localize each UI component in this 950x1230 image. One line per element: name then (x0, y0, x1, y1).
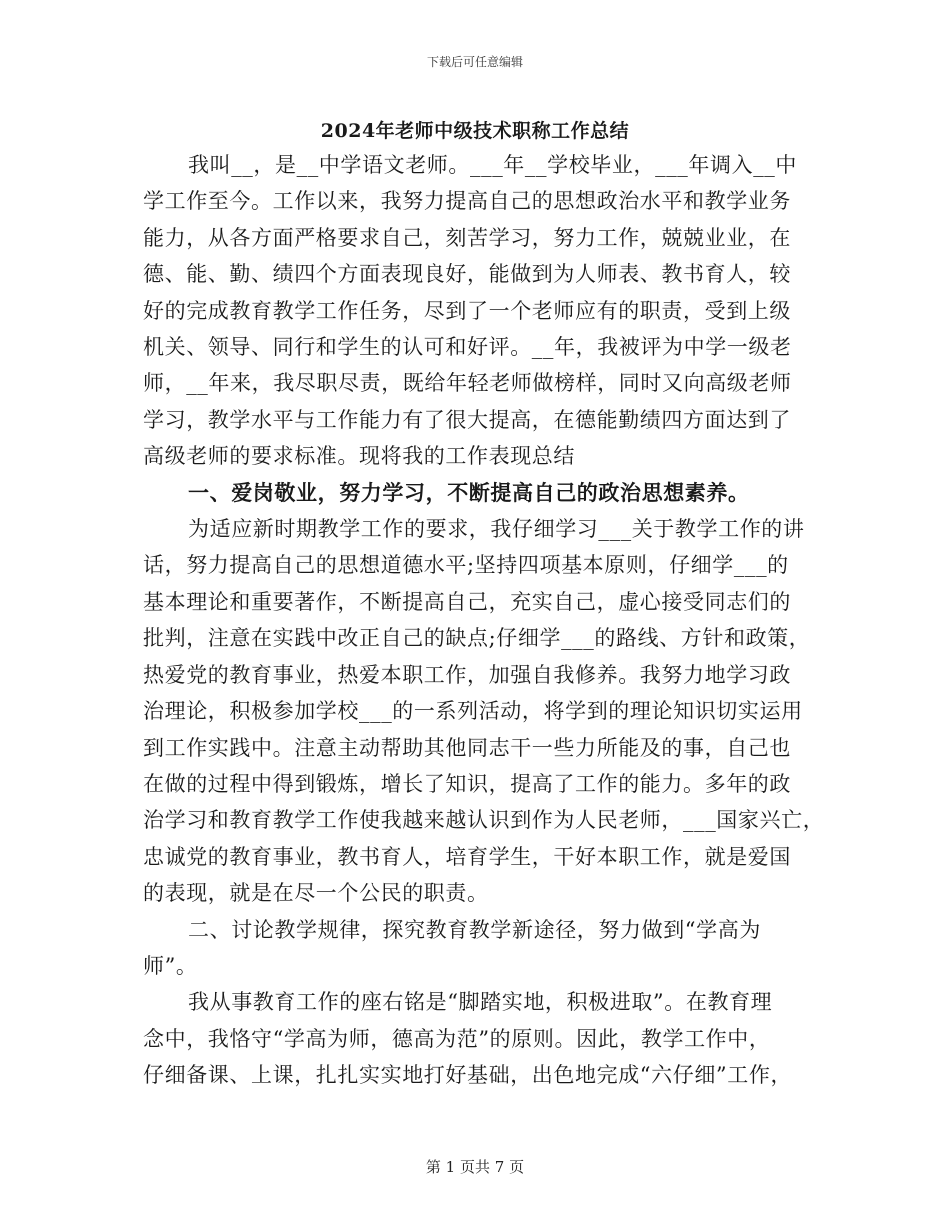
text-line: 好的完成教育教学工作任务，尽到了一个老师应有的职责，受到上级 (143, 298, 791, 323)
text-line: 基本理论和重要著作，不断提高自己，充实自己，虚心接受同志们的 (143, 589, 791, 614)
text-line: 治学习和教育教学工作使我越来越认识到作为人民老师，___国家兴亡， (143, 808, 825, 833)
text-line: 高级老师的要求标准。现将我的工作表现总结 (143, 444, 575, 469)
text-line: 机关、领导、同行和学生的认可和好评。__年，我被评为中学一级老 (143, 335, 792, 360)
paragraph-intro (143, 147, 811, 475)
text-line: 我从事教育工作的座右铭是“脚踏实地，积极进取”。在教育理 (188, 990, 773, 1015)
text-line: 学工作至今。工作以来，我努力提高自己的思想政治水平和教学业务 (143, 189, 791, 214)
text-line: 为适应新时期教学工作的要求，我仔细学习___关于教学工作的讲 (188, 517, 805, 542)
document-body (143, 147, 825, 1094)
section-heading-2 (143, 912, 811, 985)
text-line: 到工作实践中。注意主动帮助其他同志干一些力所能及的事，自己也 (143, 735, 791, 760)
heading-line: 一、爱岗敬业，努力学习，不断提高自己的政治思想素养。 (188, 479, 750, 505)
text-line: 热爱党的教育事业，热爱本职工作，加强自我修养。我努力地学习政 (143, 662, 791, 687)
text-line: 我叫__，是__中学语文老师。___年__学校毕业，___年调入__中 (188, 153, 797, 177)
heading-line: 二、讨论教学规律，探究教育教学新途径，努力做到“学高为 (188, 917, 761, 942)
document-title: 2024年老师中级技术职称工作总结 (320, 120, 630, 142)
text-line: 忠诚党的教育事业，教书育人，培育学生，干好本职工作，就是爱国 (143, 844, 791, 869)
page-footer: 第 1 页共 7 页 (425, 1158, 525, 1176)
text-line: 师，__年来，我尽职尽责，既给年轻老师做榜样，同时又向高级老师 (143, 371, 792, 396)
text-line: 在做的过程中得到锻炼，增长了知识，提高了工作的能力。多年的政 (143, 771, 791, 796)
paragraph-section-2 (143, 984, 811, 1093)
text-line: 话，努力提高自己的思想道德水平;坚持四项基本原则，仔细学___的 (143, 553, 789, 578)
text-line: 治理论，积极参加学校___的一系列活动，将学到的理论知识切实运用 (143, 699, 803, 724)
page-header: 下载后可任意编辑 (426, 55, 523, 69)
text-line: 能力，从各方面严格要求自己，刻苦学习，努力工作，兢兢业业，在 (143, 225, 791, 250)
text-line: 批判，注意在实践中改正自己的缺点;仔细学___的路线、方针和政策， (143, 626, 811, 651)
heading-line: 师”。 (143, 953, 198, 978)
text-line: 学习，教学水平与工作能力有了很大提高，在德能勤绩四方面达到了 (143, 407, 791, 432)
text-line: 念中，我恪守“学高为师，德高为范”的原则。因此，教学工作中， (143, 1026, 771, 1051)
text-line: 德、能、勤、绩四个方面表现良好，能做到为人师表、教书育人，较 (143, 262, 791, 287)
paragraph-section-1 (143, 511, 825, 911)
text-line: 仔细备课、上课，扎扎实实地打好基础，出色地完成“六仔细”工作， (143, 1063, 793, 1088)
text-line: 的表现，就是在尽一个公民的职责。 (143, 881, 489, 906)
section-heading-1 (143, 475, 811, 511)
